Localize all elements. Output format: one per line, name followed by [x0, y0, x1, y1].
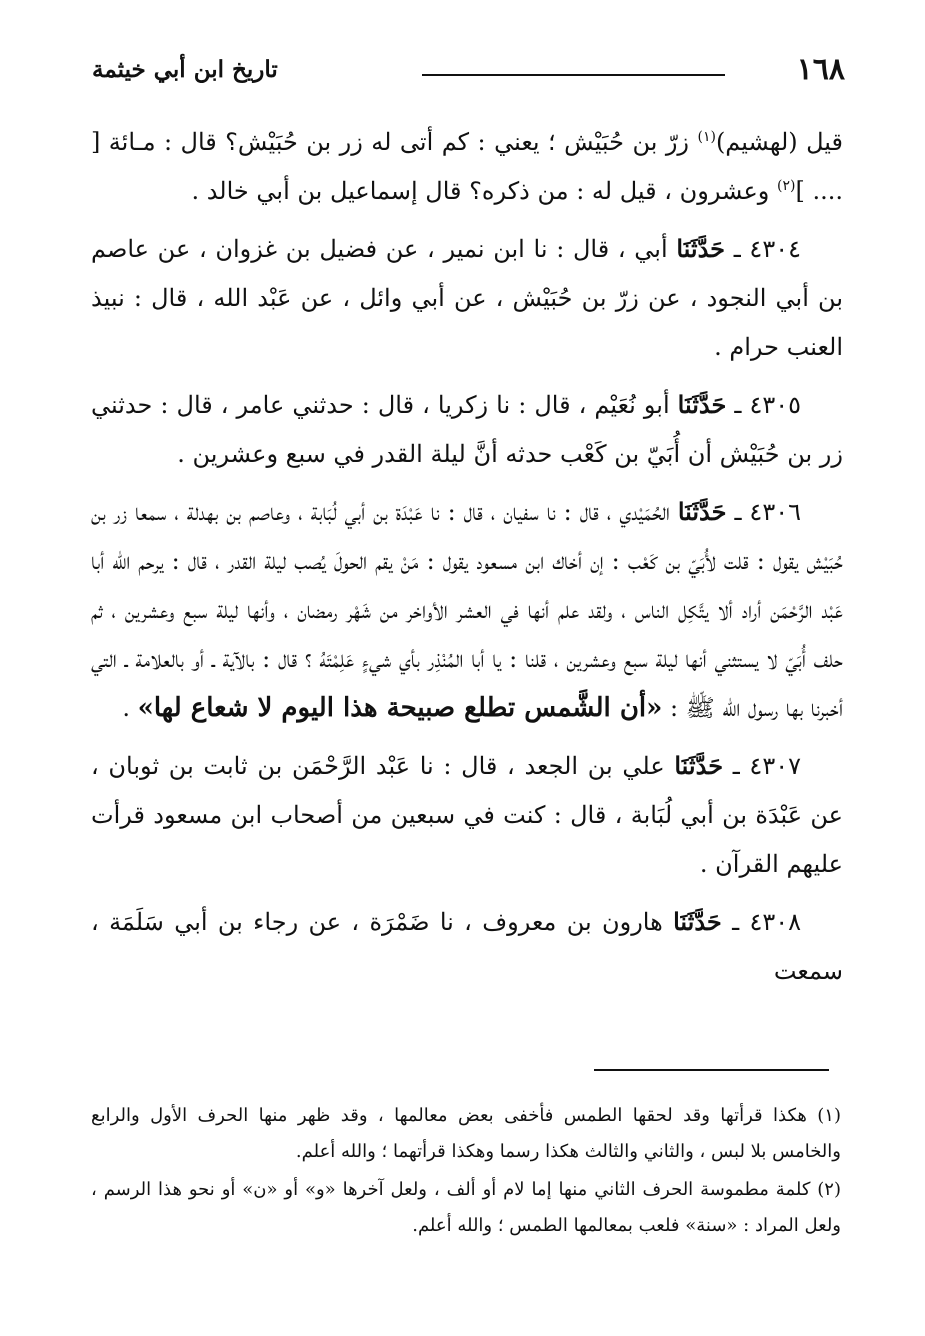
prophetic-quote: «أن الشَّمس تطلع صبيحة هذا اليوم لا شعاع لها» [137, 693, 663, 723]
narration-text: أبو نُعَيْم ، قال : نا زكريا ، قال : حدثني عامر ، قال : حدثني زر بن حُبَيْش أن أُبَيّ بن كَعْب حدثه أنَّ ليلة القدر في سبع وعشرين . [91, 391, 843, 468]
paragraph-continuation [91, 118, 843, 216]
narration-number: ٤٣٠٦ ـ [726, 498, 801, 526]
narration-4308 [91, 897, 843, 996]
haddathana-keyword: حَدَّثَنَا [674, 751, 724, 780]
narration-text: علي بن الجعد ، قال : نا عَبْد الرَّحْمَن بن ثابت بن ثوبان ، عن عَبْدَة بن أبي لُبَابة ، قال : كنت في سبعين من أصحاب ابن مسعود قرأت عليهم القرآن . [91, 752, 843, 878]
haddathana-keyword: حَدَّثَنَا [676, 234, 726, 263]
text-segment: زرّ بن حُبَيْش ؛ يعني : كم أتى له زر بن حُبَيْش؟ قال : مـائة [ .... ] [91, 128, 843, 205]
footnotes [91, 1098, 841, 1246]
narration-4304 [91, 224, 843, 372]
haddathana-keyword: حَدَّثَنَا [677, 497, 727, 526]
narration-text: أبي ، قال : نا ابن نمير ، عن فضيل بن غزوان ، عن عاصم بن أبي النجود ، عن زرّ بن حُبَيْش ، عن أبي وائل ، عن عَبْد الله ، قال : نبيذ العنب حرام . [91, 235, 843, 361]
text-segment: قيل (لهشيم) [715, 128, 843, 156]
narration-text: هارون بن معروف ، نا ضَمْرَة ، عن رجاء بن أبي سَلَمَة ، سمعت [91, 908, 843, 985]
footnote-2: (٢) كلمة مطموسة الحرف الثاني منها إما لام أو ألف ، ولعل آخرها «و» أو «ن» أو نحو هذا الرسم ، ولعل المراد : «سنة» فلعب بمعالمها الطمس ؛ والله أعلم. [91, 1179, 841, 1236]
narration-text: الحُمَيْدي ، قال : نا سفيان ، قال : نا عَبْدَة بن أبي لُبَابة ، وعاصم بن بهدلة ، سمعا زر بن حُبَيْش يقول : قلت لأُبَيّ بن كَعْب : إن أخاك ابن مسعود يقول : مَنْ يقم الحولَ يُصب ليلة القدر ، قال : يرحم الله أبا عَبْد الرَّحْمَن أراد ألا يتَّكِل الناس ، ولقد علم أنها في العشر الأواخر من شَهْر رمضان ، وأنها ليلة سبع وعشرين ، ثم حلف أُبَيّ لا يستثني أنها ليلة سبع وعشرين ، قلنا : يا أبا المُنْذِر بأي شيءٍ عَلِمْتَهُ ؟ قال : بالآية ـ أو بالعلامة ـ التي أخبرنا بها رسول الله ﷺ : [91, 498, 843, 722]
narration-4305 [91, 380, 843, 479]
narration-4306 [91, 487, 843, 733]
narration-number: ٤٣٠٧ ـ [723, 752, 801, 780]
footnote-marker-2: (٢) [777, 178, 796, 194]
main-text [91, 118, 843, 1004]
page-number: ١٦٨ [796, 52, 845, 87]
header-rule [422, 74, 725, 76]
haddathana-keyword: حَدَّثَنَا [677, 390, 727, 419]
narration-number: ٤٣٠٨ ـ [721, 908, 801, 936]
narration-number: ٤٣٠٥ ـ [726, 391, 801, 419]
narration-end: . [122, 694, 138, 722]
footnote-marker-1: (١) [697, 129, 716, 145]
narration-4307 [91, 741, 843, 889]
narration-number: ٤٣٠٤ ـ [725, 235, 801, 263]
page-header [92, 46, 845, 94]
footnote-separator [594, 1069, 829, 1071]
running-title: تاريخ ابن أبي خيثمة [92, 56, 278, 83]
haddathana-keyword: حَدَّثَنَا [673, 907, 722, 936]
text-segment: وعشرون ، قيل له : من ذكره؟ قال إسماعيل بن أبي خالد . [191, 177, 778, 205]
footnote-1: (١) هكذا قرأتها وقد لحقها الطمس فأخفى بعض معالمها ، وقد ظهر منها الحرف الأول والرابع والخامس بلا لبس ، والثاني والثالث هكذا رسما وهكذا قرأتهما ؛ والله أعلم. [91, 1105, 841, 1162]
